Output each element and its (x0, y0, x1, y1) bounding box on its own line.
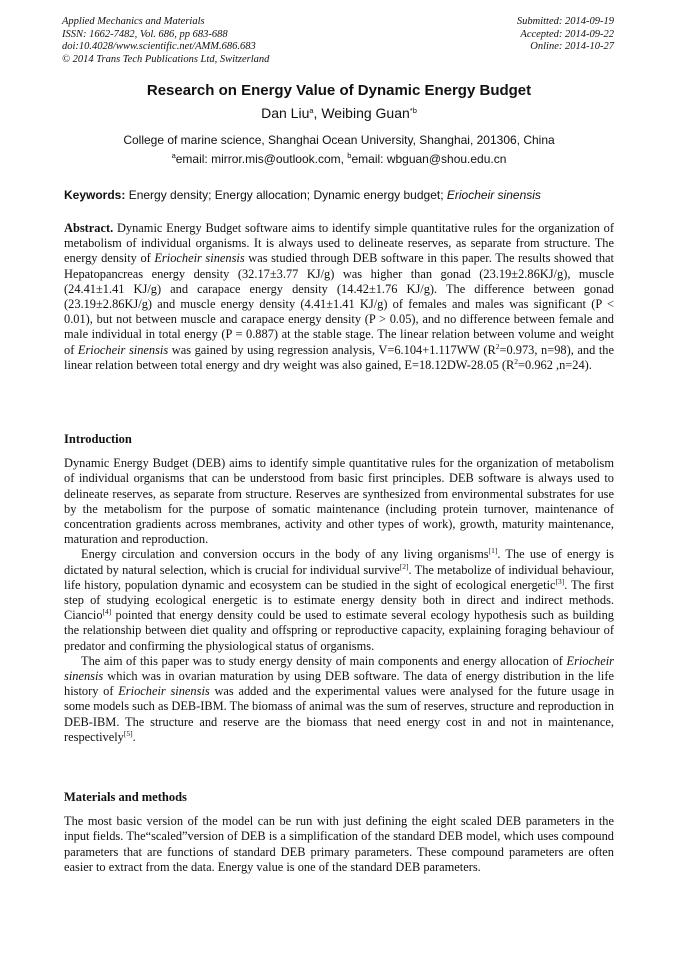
doi-line: doi:10.4028/www.scientific.net/AMM.686.683 (62, 41, 256, 52)
paper-title: Research on Energy Value of Dynamic Energy Budget (146, 82, 532, 99)
paragraph-text: was added and the experimental values were analysed for the future usage in some models such as DEB-IBM. The biomass of animal was the sum of reserves, structure and reproduction in DEB-IBM. The structure and reserve are the biomass that need energy cost in and not in maintenance, respectively (64, 684, 615, 744)
species-name: Eriocheir sinensis (77, 342, 169, 357)
keywords-text: Energy density; Energy allocation; Dynamic energy budget; (125, 188, 447, 202)
introduction-section (64, 432, 614, 745)
species-name: Eriocheir sinensis (64, 653, 614, 684)
keywords (64, 188, 616, 202)
submitted-date: Submitted: 2014-09-19 (516, 16, 614, 27)
issn-line: ISSN: 1662-7482, Vol. 686, pp 683-688 (62, 28, 228, 40)
citation-ref: [3] (555, 576, 565, 586)
paragraph-text: pointed that energy density could be used to estimate several ecology hypothesis such as building the relationship between diet quality and offspring or reproductive capacity, explaining foraging behaviour of predator and confirming the physiological status of organisms. (64, 608, 614, 653)
affiliation: College of marine science, Shanghai Ocean University, Shanghai, 201306, China (123, 133, 555, 147)
citation-ref: [2] (399, 561, 409, 571)
email-line (0, 152, 678, 166)
introduction-heading: Introduction (64, 432, 132, 446)
species-name: Eriocheir sinensis (154, 251, 245, 266)
species-name: Eriocheir sinensis (118, 684, 210, 699)
intro-paragraph-3 (64, 654, 614, 745)
paragraph-text: Energy circulation and conversion occurs in the body of any living organisms (81, 547, 489, 562)
paragraph-text: . (132, 729, 136, 744)
citation-ref: [1] (488, 546, 498, 556)
citation-ref: [4] (102, 607, 112, 617)
email-sup: a (171, 151, 176, 160)
paragraph-text: . The metabolize of individual behaviour, life history, population dynamic and ecosystem can be studied in the sight of ecological energetic (64, 562, 614, 592)
accepted-date: Accepted: 2014-09-22 (520, 28, 614, 40)
author-sup: a (309, 106, 314, 115)
copyright-line: © 2014 Trans Tech Publications Ltd, Switzerland (62, 53, 270, 65)
author-sup: *b (409, 106, 417, 115)
citation-ref: [5] (123, 728, 133, 738)
keywords-species: Eriocheir sinensis (446, 188, 541, 202)
methods-heading: Materials and methods (64, 790, 187, 804)
paragraph-text: The aim of this paper was to study energy density of main components and energy allocation of (81, 653, 567, 668)
author-name: Dan Liu (261, 105, 310, 121)
paragraph-text: which was in ovarian maturation by using DEB software. The data of energy distribution in the life history of (64, 669, 614, 699)
journal-header-left (62, 16, 269, 66)
journal-header-right (517, 16, 614, 54)
superscript: 2 (495, 341, 500, 351)
journal-name: Applied Mechanics and Materials (62, 16, 205, 27)
abstract-text: =0.962 ,n=24). (518, 357, 592, 372)
intro-paragraph-1: Dynamic Energy Budget (DEB) aims to identify simple quantitative rules for the organization of metabolism of individual organisms that can be understood from basic first principles. DEB software is always used to delineate reserves, as separate from structure. Reserves are synthesized from environmental substrates for use by the metabolism for the purpose of somatic maintenance (including protein turnover, maintenance of concentration gradients across membranes, activity and other types of work), growth, maturity maintenance, maturation and reproduction. (64, 456, 614, 547)
abstract-text: =0.973, n=98), and the linear relation between total energy and dry weight was also gained, E=18.12DW-28.05 (R (64, 342, 614, 372)
paragraph-text: . The use of energy is dictated by natural selection, which is crucial for individual survive (64, 547, 614, 577)
methods-paragraph-1: The most basic version of the model can be run with just defining the eight scaled DEB parameters in the input fields. The“scaled”version of DEB is a simplification of the standard DEB model, which uses compound parameters that are functions of standard DEB primary parameters. These compound parameters are often easier to extract from the data. Energy value is one of the standard DEB parameters. (64, 814, 614, 874)
email-sup: b (347, 151, 352, 160)
abstract-text: was studied through DEB software in this paper. The results showed that Hepatopancreas energy density (32.17±3.77 KJ/g) was higher than gonad (23.19±2.86KJ/g), muscle (24.41±1.41 KJ/g) and carapace energy density (14.42±1.76 KJ/g). The difference between gonad (23.19±2.86KJ/g) and muscle energy density (4.41±1.41 KJ/g) of females and males was significant (P < 0.01), but not between muscle and carapace energy density (P > 0.05), and no difference between female and male individual in total energy (P = 0.887) at the stable stage. The linear relation between volume and weight of (64, 251, 614, 357)
abstract-label: Abstract. (64, 221, 114, 235)
author-name: Weibing Guan (321, 105, 410, 121)
paragraph-text: . The first step of studying ecological energetic is to estimate energy density both in direct and indirect methods. Ciancio (64, 577, 614, 623)
abstract-text: Dynamic Energy Budget software aims to identify simple quantitative rules for the organization of metabolism of individual organisms. It is always used to delineate reserves, as separate from structure. The energy density of (64, 221, 614, 266)
intro-paragraph-2 (64, 547, 614, 653)
abstract (64, 221, 614, 373)
email-b: email: wbguan@shou.edu.cn (351, 152, 507, 166)
keywords-label: Keywords: (64, 188, 126, 202)
superscript: 2 (514, 356, 519, 366)
author-list (0, 105, 678, 121)
methods-section (64, 790, 614, 875)
author-separator: , (313, 105, 322, 121)
email-a: email: mirror.mis@outlook.com, (175, 152, 348, 166)
online-date: Online: 2014-10-27 (530, 41, 614, 52)
abstract-text: was gained by using regression analysis, V=6.104+1.117WW (R (168, 342, 496, 357)
